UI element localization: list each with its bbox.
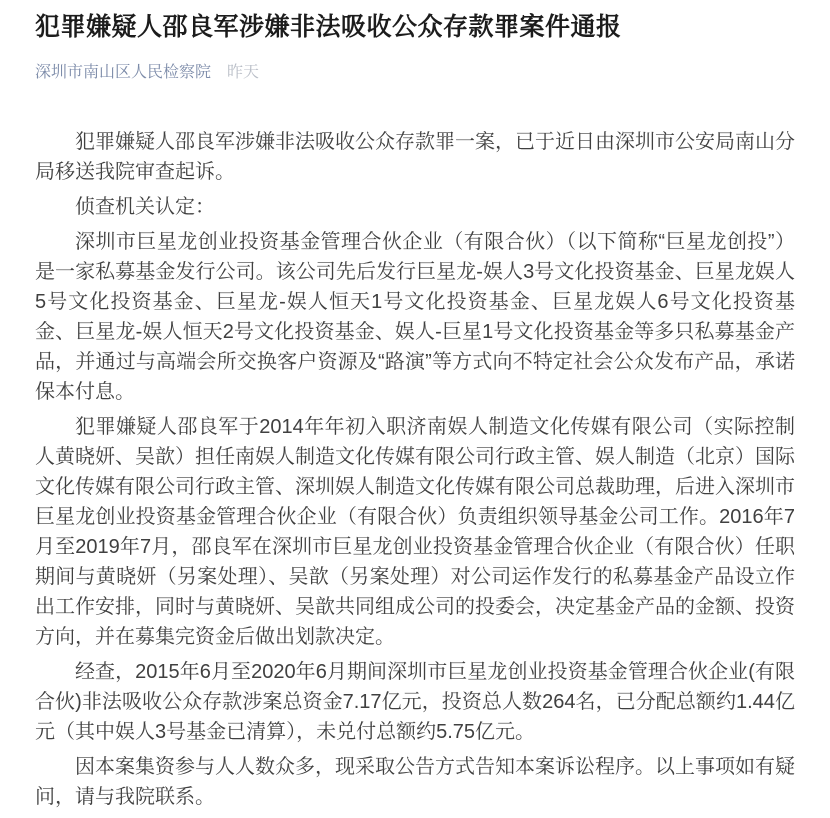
article-paragraph: 因本案集资参与人人数众多，现采取公告方式告知本案诉讼程序。以上事项如有疑问，请与我院联系。 xyxy=(35,756,795,808)
publish-time: 昨天 xyxy=(227,64,260,81)
article-paragraph: 经查，2015年6月至2020年6月期间深圳市巨星龙创业投资基金管理合伙企业(有限合伙)非法吸收公众存款涉案总资金7.17亿元，投资总人数264名，已分配总额约1.44亿元（其中娱人3号基金已清算），未兑付总额约5.75亿元。 xyxy=(35,661,795,743)
article-paragraph: 犯罪嫌疑人邵良军涉嫌非法吸收公众存款罪一案，已于近日由深圳市公安局南山分局移送我院审查起诉。 xyxy=(35,131,795,183)
article-body xyxy=(35,127,795,812)
page-title: 犯罪嫌疑人邵良军涉嫌非法吸收公众存款罪案件通报 xyxy=(35,13,622,41)
article-paragraph: 侦查机关认定： xyxy=(75,196,215,218)
byline xyxy=(35,59,795,82)
article-paragraph: 深圳市巨星龙创业投资基金管理合伙企业（有限合伙）（以下简称“巨星龙创投”）是一家私募基金发行公司。该公司先后发行巨星龙-娱人3号文化投资基金、巨星龙娱人5号文化投资基金、巨星龙-娱人恒天1号文化投资基金、巨星龙娱人6号文化投资基金、巨星龙-娱人恒天2号文化投资基金、娱人-巨星1号文化投资基金等多只私募基金产品，并通过与高端会所交换客户资源及“路演”等方式向不特定社会公众发布产品，承诺保本付息。 xyxy=(35,231,795,403)
account-name-link[interactable]: 深圳市南山区人民检察院 xyxy=(35,64,212,81)
article-paragraph: 犯罪嫌疑人邵良军于2014年年初入职济南娱人制造文化传媒有限公司（实际控制人黄晓妍、吴歆）担任南娱人制造文化传媒有限公司行政主管、娱人制造（北京）国际文化传媒有限公司行政主管、深圳娱人制造文化传媒有限公司总裁助理，后进入深圳市巨星龙创业投资基金管理合伙企业（有限合伙）负责组织领导基金公司工作。2016年7月至2019年7月，邵良军在深圳市巨星龙创业投资基金管理合伙企业（有限合伙）任职期间与黄晓妍（另案处理）、吴歆（另案处理）对公司运作发行的私募基金产品设立作出工作安排，同时与黄晓妍、吴歆共同组成公司的投委会，决定基金产品的金额、投资方向，并在募集完资金后做出划款决定。 xyxy=(35,416,795,648)
